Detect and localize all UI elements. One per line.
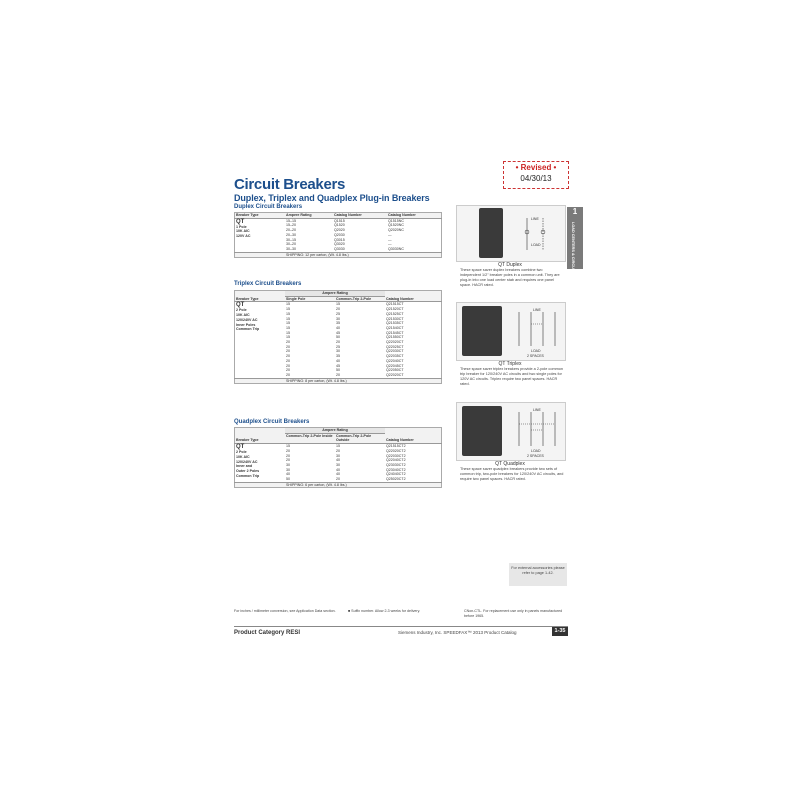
quadplex-type-detail: 120/240V AC: [236, 459, 258, 464]
duplex-cell: —: [388, 237, 392, 242]
quadplex-header-outside: Common-Trip 2-Pole Outside: [335, 433, 385, 443]
duplex-breaker-image: [479, 208, 503, 258]
duplex-diagram-line: LINE: [531, 217, 539, 221]
triplex-cell: 20: [336, 372, 340, 377]
triplex-group-header: Ampere Rating: [285, 291, 385, 297]
quadplex-cell: 20: [286, 458, 290, 463]
triplex-diagram-spaces: 2 SPACES: [527, 354, 544, 358]
triplex-type-name: QT: [236, 302, 245, 309]
duplex-cell: Q2020: [334, 228, 345, 233]
duplex-type-cell: [235, 218, 286, 252]
duplex-cell: Q3030NC: [388, 246, 404, 251]
quadplex-cell: Q23030CT2: [386, 462, 406, 467]
accessory-note: For external accessories please refer to page 1-42.: [509, 563, 567, 586]
quadplex-breaker-image: [462, 406, 502, 456]
quadplex-cell: Q22020CT2: [386, 448, 406, 453]
triplex-cell: 15: [286, 311, 290, 316]
triplex-cell: 20: [286, 354, 290, 359]
triplex-cell: 45: [336, 330, 340, 335]
duplex-caption-desc: These space saver duplex breakers combine two independent 1/2" breaker poles in a common unit. They are plug-in into one load center stab and requires one panel space. HACR rated.: [460, 268, 560, 287]
quadplex-header-inside: Common-Trip 2-Pole Inside: [285, 433, 335, 443]
triplex-cell: Q21540CT: [386, 325, 404, 330]
triplex-header-catalog: Catalog Number: [385, 291, 442, 302]
triplex-cell: Q22035CT: [386, 354, 404, 359]
quadplex-cell: 40: [336, 472, 340, 477]
duplex-cell: 30–20: [286, 242, 296, 247]
quadplex-cell: Q23040CT2: [386, 467, 406, 472]
quadplex-table: [234, 427, 442, 488]
triplex-diagram-line: LINE: [533, 308, 541, 312]
duplex-cell: —: [388, 242, 392, 247]
triplex-cell: 40: [336, 325, 340, 330]
duplex-cell: Q3020: [334, 242, 345, 247]
duplex-type-detail: 1 Pole: [236, 224, 247, 229]
duplex-header-type: Breaker Type: [235, 213, 286, 219]
triplex-cell: 20: [336, 340, 340, 345]
quadplex-group-header: Ampere Rating: [285, 428, 385, 434]
quadplex-type-detail: 2 Pole: [236, 450, 247, 455]
triplex-cell: 20: [336, 307, 340, 312]
page-number: 1-35: [552, 627, 568, 636]
triplex-cell: Q21520CT: [386, 307, 404, 312]
triplex-cell: 20: [286, 340, 290, 345]
triplex-cell: 20: [286, 363, 290, 368]
triplex-type-detail: Common Trip: [236, 327, 260, 332]
quadplex-cell: 30: [336, 453, 340, 458]
triplex-cell: 15: [286, 330, 290, 335]
duplex-caption-title: QT Duplex: [498, 262, 522, 268]
quadplex-type-detail: 10K AIC: [236, 454, 250, 459]
duplex-cell: Q1520NC: [388, 223, 404, 228]
footnote-conversion: For inches / millimeter conversion, see Application Data section.: [234, 609, 336, 613]
triplex-diagram-load: LOAD: [531, 349, 541, 353]
quadplex-cell: 20: [336, 448, 340, 453]
quadplex-diagram-load: LOAD: [531, 449, 541, 453]
revised-date: 04/30/13: [520, 174, 552, 183]
triplex-shipping: SHIPPING: 8 per carton, (Wt. 4.8 lbs.): [285, 378, 442, 384]
duplex-wiring-diagram: [517, 214, 557, 254]
duplex-heading: Duplex Circuit Breakers: [234, 204, 303, 210]
duplex-cell: Q1520: [334, 223, 345, 228]
triplex-cell: 40: [336, 358, 340, 363]
quadplex-cell: Q24040CT2: [386, 472, 406, 477]
quadplex-cell: Q25020CT2: [386, 477, 406, 482]
triplex-cell: Q22030CT: [386, 349, 404, 354]
triplex-cell: 20: [286, 358, 290, 363]
triplex-cell: 15: [286, 302, 290, 307]
quadplex-cell: 20: [286, 453, 290, 458]
triplex-cell: 30: [336, 316, 340, 321]
triplex-cell: 50: [336, 368, 340, 373]
duplex-cell: Q1515: [334, 218, 345, 223]
duplex-header-rating: Ampere Rating: [285, 213, 333, 219]
quadplex-type-detail: Outer 2 Poles: [236, 468, 260, 473]
triplex-cell: 15: [336, 302, 340, 307]
triplex-cell: Q21515CT: [386, 302, 404, 307]
quadplex-shipping: SHIPPING: 6 per carton, (Wt. 4.8 lbs.): [285, 482, 442, 488]
triplex-cell: 25: [336, 344, 340, 349]
triplex-cell: Q22025CT: [386, 344, 404, 349]
duplex-cell: Q2030: [334, 232, 345, 237]
triplex-cell: Q22050CT: [386, 368, 404, 373]
quadplex-caption-desc: These space saver quadplex breakers provide two sets of common trip, two-pole breakers for 120/240V AC circuits, and require two panel spaces. HACR rated.: [460, 467, 564, 481]
quadplex-cell: 40: [286, 472, 290, 477]
triplex-cell: 20: [286, 372, 290, 377]
duplex-cell: 15–15: [286, 218, 296, 223]
duplex-type-detail: 120V AC: [236, 234, 251, 239]
triplex-header-type: Breaker Type: [235, 291, 286, 302]
duplex-cell: 15–20: [286, 223, 296, 228]
duplex-header-catalog: Catalog Number: [333, 213, 387, 219]
triplex-cell: 15: [286, 335, 290, 340]
quadplex-diagram-spaces: 2 SPACES: [527, 454, 544, 458]
duplex-cell: —: [388, 232, 392, 237]
revised-stamp: [503, 161, 569, 189]
triplex-cell: 45: [336, 363, 340, 368]
triplex-cell: Q22020CT: [386, 372, 404, 377]
footer-category: Product Category RESI: [234, 630, 301, 636]
section-tab-number: 1: [572, 207, 578, 216]
triplex-cell: Q21550CT: [386, 335, 404, 340]
page-subtitle: Duplex, Triplex and Quadplex Plug-in Breakers: [234, 193, 430, 203]
triplex-wiring-diagram: [511, 306, 563, 358]
quadplex-type-detail: Inner and: [236, 464, 253, 469]
triplex-cell: Q21530CT: [386, 316, 404, 321]
quadplex-cell: Q22030CT2: [386, 453, 406, 458]
triplex-type-detail: Inner Poles: [236, 322, 256, 327]
duplex-type-detail: 10K AIC: [236, 229, 250, 234]
duplex-cell: 30–30: [286, 246, 296, 251]
quadplex-cell: 40: [336, 467, 340, 472]
quadplex-cell: Q22040CT2: [386, 458, 406, 463]
triplex-caption-title: QT Triplex: [498, 361, 522, 367]
quadplex-wiring-diagram: [511, 406, 563, 458]
triplex-cell: 20: [286, 344, 290, 349]
footnote-suffix: ■ Suffix number. Allow 2-3 weeks for delivery.: [348, 609, 421, 613]
quadplex-cell: 30: [336, 462, 340, 467]
quadplex-cell: 30: [286, 467, 290, 472]
quadplex-cell: 15: [336, 444, 340, 449]
duplex-cell: Q2020NC: [388, 228, 404, 233]
revised-label: • Revised •: [515, 163, 557, 172]
quadplex-photo-frame: [456, 402, 566, 461]
triplex-cell: 20: [286, 349, 290, 354]
duplex-cell: Q3015: [334, 237, 345, 242]
triplex-cell: Q21545CT: [386, 330, 404, 335]
triplex-type-detail: 2 Pole: [236, 308, 247, 313]
footnote-nonctl: CNon-CTL. For replacement use only in panels manufactured before 1965.: [464, 609, 563, 618]
footer-rule: [234, 626, 568, 627]
triplex-cell: Q22040CT: [386, 358, 404, 363]
triplex-cell: 50: [336, 335, 340, 340]
triplex-cell: Q22020CT: [386, 340, 404, 345]
duplex-cell: 20–20: [286, 228, 296, 233]
duplex-cell: Q3030: [334, 246, 345, 251]
duplex-table: [234, 212, 442, 258]
quadplex-cell: 20: [286, 448, 290, 453]
triplex-cell: Q22045CT: [386, 363, 404, 368]
triplex-heading: Triplex Circuit Breakers: [234, 281, 302, 287]
triplex-cell: Q21535CT: [386, 321, 404, 326]
quadplex-type-detail: Common Trip: [236, 473, 260, 478]
triplex-photo-frame: [456, 302, 566, 361]
quadplex-heading: Quadplex Circuit Breakers: [234, 419, 310, 425]
section-tab-text: LOAD CENTERS & CIRCUIT BREAKERS: [571, 222, 575, 295]
triplex-cell: 25: [336, 311, 340, 316]
triplex-header-single: Single Pole: [285, 296, 335, 302]
duplex-diagram-load: LOAD: [531, 243, 541, 247]
quadplex-type-cell: [235, 444, 286, 483]
quadplex-cell: 40: [336, 458, 340, 463]
triplex-type-detail: 10K AIC: [236, 313, 250, 318]
quadplex-cell: 50: [286, 477, 290, 482]
duplex-type-name: QT: [236, 218, 245, 225]
footer-catalog: Siemens Industry, Inc. SPEEDFAX™ 2013 Product Catalog: [398, 630, 517, 635]
triplex-cell: 15: [286, 321, 290, 326]
duplex-header-catalog-2: Catalog Number: [387, 213, 442, 219]
duplex-photo-frame: [456, 205, 566, 262]
triplex-cell: 15: [286, 325, 290, 330]
page-title: Circuit Breakers: [234, 176, 346, 193]
triplex-type-detail: 120/240V AC: [236, 317, 258, 322]
triplex-cell: Q21525CT: [386, 311, 404, 316]
section-tab: [567, 207, 583, 269]
triplex-cell: 35: [336, 321, 340, 326]
duplex-cell: 30–15: [286, 237, 296, 242]
duplex-cell: Q1515NC: [388, 218, 404, 223]
triplex-cell: 35: [336, 354, 340, 359]
triplex-cell: 15: [286, 316, 290, 321]
triplex-type-cell: [235, 302, 286, 378]
triplex-header-commontrip: Common-Trip 2-Pole: [335, 296, 385, 302]
triplex-cell: 30: [336, 349, 340, 354]
quadplex-cell: 15: [286, 444, 290, 449]
quadplex-cell: 20: [336, 477, 340, 482]
duplex-shipping: SHIPPING: 12 per carton, (Wt. 4.8 lbs.): [285, 252, 442, 258]
quadplex-cell: 30: [286, 462, 290, 467]
quadplex-header-type: Breaker Type: [235, 428, 286, 444]
triplex-breaker-image: [462, 306, 502, 356]
quadplex-cell: Q21515CT2: [386, 444, 406, 449]
triplex-caption-desc: These space saver triplex breakers provide a 2-pole common trip breaker for 120/240V AC circuits and two single poles for 120V AC circuits. Triplex require two panel spaces. HACR rated.: [460, 367, 563, 386]
triplex-cell: 20: [286, 368, 290, 373]
triplex-cell: 15: [286, 307, 290, 312]
quadplex-caption-title: QT Quadplex: [495, 461, 525, 467]
quadplex-type-name: QT: [236, 444, 245, 451]
quadplex-diagram-line: LINE: [533, 408, 541, 412]
quadplex-header-catalog: Catalog Number: [385, 428, 442, 444]
triplex-table: [234, 290, 442, 384]
duplex-cell: 20–30: [286, 232, 296, 237]
